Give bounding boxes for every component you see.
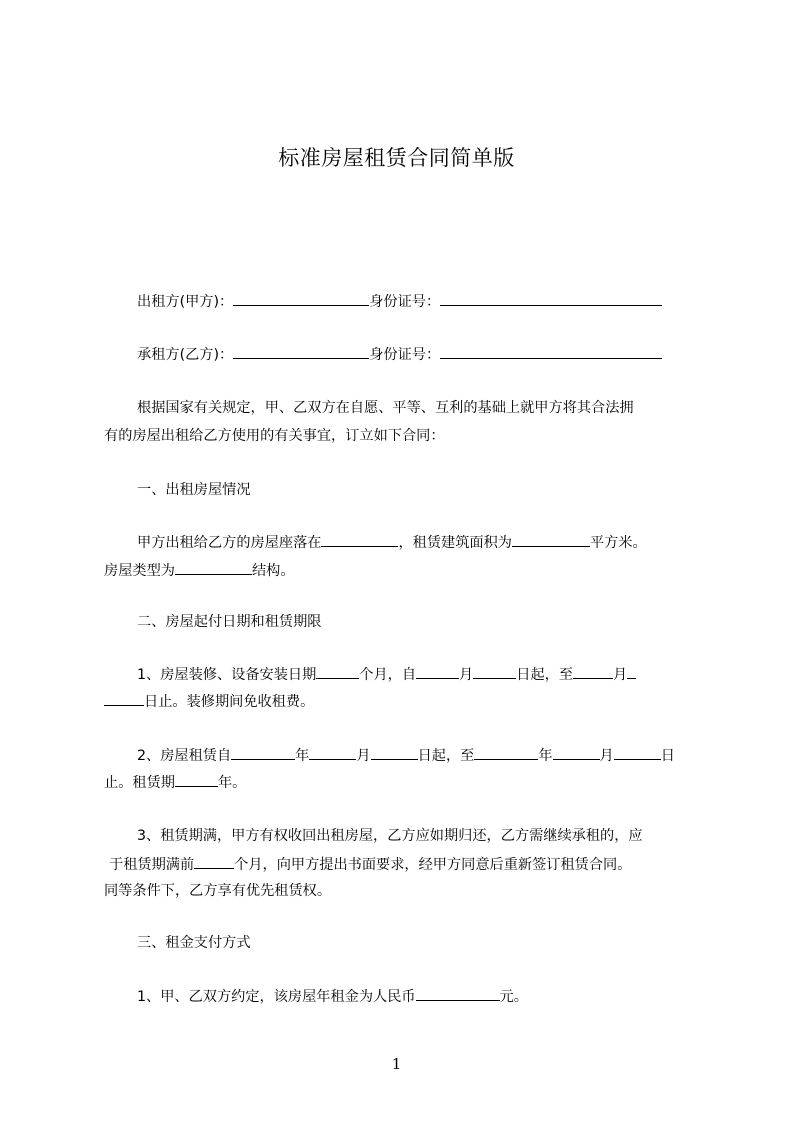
document-title: 标准房屋租赁合同简单版: [278, 146, 515, 170]
rent-text-b: 元。: [499, 989, 528, 1005]
lessee-label: 承租方(乙方)：: [137, 347, 234, 363]
item-2-text-f: 月: [599, 748, 614, 764]
section-2-item-3-line-1: 3、租赁期满，甲方有权收回出租房屋，乙方应如期归还，乙方需继续承租的，应: [137, 828, 643, 844]
section-3-item-1: [137, 986, 737, 1007]
lessee-line: [137, 344, 737, 365]
location-label: 甲方出租给乙方的房屋座落在: [137, 535, 322, 551]
section-1-para-line-2: [104, 560, 704, 581]
renovation-end-month-blank[interactable]: [573, 664, 613, 679]
item-1-text-e: 月: [613, 667, 628, 683]
house-type-blank[interactable]: [175, 560, 252, 575]
lease-start-year-blank[interactable]: [231, 745, 295, 760]
renovation-end-day-blank-a[interactable]: [627, 664, 636, 679]
lessor-id-label: 身份证号：: [369, 294, 441, 310]
annual-rent-blank[interactable]: [416, 986, 500, 1001]
item-2-text-e: 年: [538, 748, 553, 764]
lessor-name-blank[interactable]: [233, 291, 369, 306]
area-blank[interactable]: [512, 532, 590, 547]
lease-end-year-blank[interactable]: [474, 745, 538, 760]
section-2-item-2-line-2: [104, 772, 704, 793]
intro-line-1: 根据国家有关规定，甲、乙双方在自愿、平等、互利的基础上就甲方将其合法拥: [137, 400, 634, 416]
item-2-text-i: 年。: [217, 775, 247, 791]
renewal-notice-months-blank[interactable]: [194, 854, 234, 869]
item-2-text-c: 月: [356, 748, 371, 764]
section-2-item-1-line-1: [137, 664, 737, 685]
page-number: 1: [391, 1055, 402, 1073]
section-1-para-line-1: [137, 532, 737, 553]
section-3-heading: 三、租金支付方式: [137, 935, 251, 951]
item-1-text-c: 月: [459, 667, 474, 683]
lease-term-years-blank[interactable]: [175, 772, 218, 787]
house-type-label: 房屋类型为: [104, 563, 175, 579]
section-1-heading: 一、出租房屋情况: [137, 482, 251, 498]
section-2-item-3-line-2: [109, 854, 709, 875]
lessor-id-blank[interactable]: [440, 291, 662, 306]
item-1-text-a: 1、房屋装修、设备安装日期: [137, 667, 317, 683]
renovation-start-day-blank[interactable]: [473, 664, 516, 679]
lease-end-day-blank[interactable]: [614, 745, 661, 760]
item-2-text-a: 2、房屋租赁自: [137, 748, 232, 764]
area-label: ，租赁建筑面积为: [398, 535, 512, 551]
item-1-text-d: 日起，至: [516, 667, 574, 683]
location-blank[interactable]: [321, 532, 398, 547]
lease-start-month-blank[interactable]: [309, 745, 356, 760]
lessee-id-label: 身份证号：: [369, 347, 441, 363]
section-2-item-3-line-3: 同等条件下，乙方享有优先租赁权。: [104, 883, 332, 899]
lessor-label: 出租方(甲方)：: [137, 294, 234, 310]
structure-label: 结构。: [251, 563, 295, 579]
item-2-text-d: 日起，至: [417, 748, 475, 764]
section-2-item-1-line-2: [104, 691, 704, 712]
item-3-text-b: 个月，向甲方提出书面要求，经甲方同意后重新签订租赁合同。: [234, 857, 632, 873]
item-2-text-g: 日: [660, 748, 675, 764]
section-2-heading: 二、房屋起付日期和租赁期限: [137, 614, 322, 630]
lease-end-month-blank[interactable]: [553, 745, 600, 760]
renovation-start-month-blank[interactable]: [416, 664, 459, 679]
item-3-text-a: 于租赁期满前: [109, 857, 195, 873]
area-unit: 平方米。: [589, 535, 647, 551]
lessee-name-blank[interactable]: [233, 344, 369, 359]
renovation-end-day-blank-b[interactable]: [104, 691, 144, 706]
lessor-line: [137, 291, 737, 312]
item-2-text-b: 年: [295, 748, 310, 764]
item-1-text-b: 个月，自: [359, 667, 417, 683]
item-1-text-f: 日止。装修期间免收租费。: [144, 694, 315, 710]
lessee-id-blank[interactable]: [440, 344, 662, 359]
section-2-item-2-line-1: [137, 745, 737, 766]
renovation-months-blank[interactable]: [316, 664, 359, 679]
lease-start-day-blank[interactable]: [371, 745, 418, 760]
rent-text-a: 1、甲、乙双方约定，该房屋年租金为人民币: [137, 989, 416, 1005]
item-2-text-h: 止。租赁期: [104, 775, 175, 791]
intro-line-2: 有的房屋出租给乙方使用的有关事宜，订立如下合同：: [104, 428, 445, 444]
